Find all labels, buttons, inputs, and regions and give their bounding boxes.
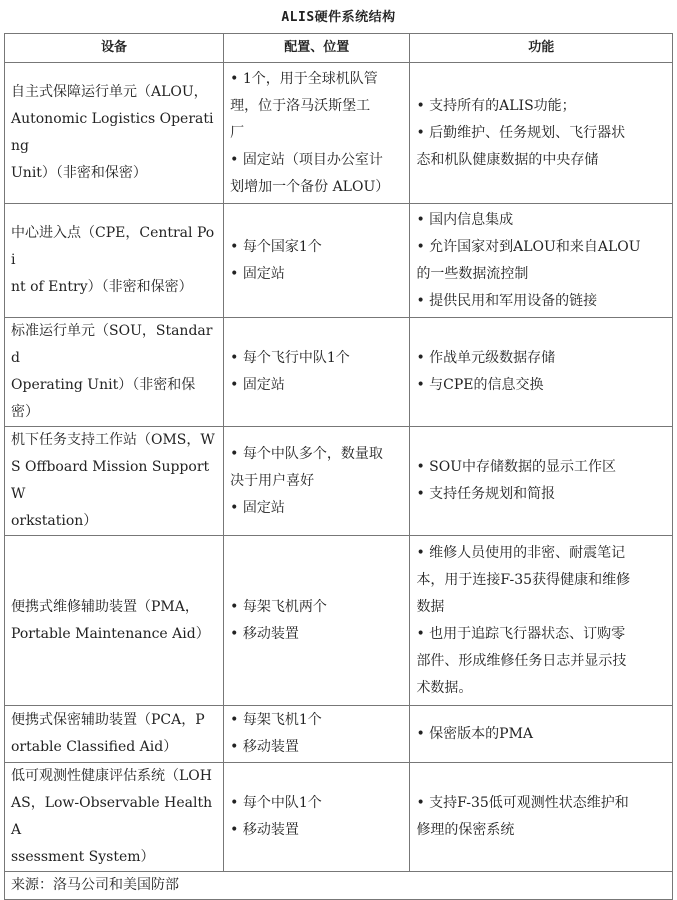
cell-line: • 每个中队1个	[230, 795, 322, 811]
cell-line: 便携式保密辅助装置（PCA，P	[11, 712, 205, 728]
cell-line: • 国内信息集成	[416, 211, 514, 228]
cell-line: • 提供民用和军用设备的链接	[416, 292, 598, 309]
cell-line: • 每个飞行中队1个	[230, 350, 350, 366]
header-function: 功能	[410, 34, 673, 63]
cell-line: • 支持所有的ALIS功能；	[416, 97, 576, 114]
config-cell	[224, 763, 410, 872]
device-cell	[5, 427, 224, 536]
cell-line: 决于用户喜好	[230, 472, 315, 489]
device-cell	[5, 318, 224, 427]
cell-line: 划增加一个备份 ALOU）	[230, 178, 390, 195]
device-cell	[5, 763, 224, 872]
function-cell	[410, 427, 673, 536]
cell-line: • SOU中存储数据的显示工作区	[416, 459, 617, 475]
device-cell	[5, 63, 224, 204]
cell-line: 密）	[11, 404, 39, 420]
cell-line: • 每架飞机1个	[230, 712, 322, 728]
cell-line: 本，用于连接F-35获得健康和维修	[416, 571, 631, 588]
source-row	[5, 872, 673, 900]
table-row	[5, 204, 673, 318]
cell-line: • 支持F-35低可观测性状态维护和	[416, 795, 629, 811]
cell-line: 理，位于洛马沃斯堡工	[230, 97, 371, 114]
cell-line: 中心进入点（CPE，Central Poi	[11, 225, 215, 268]
device-cell	[5, 536, 224, 706]
cell-line: • 维修人员使用的非密、耐震笔记	[416, 544, 626, 561]
cell-line: • 后勤维护、任务规划、飞行器状	[416, 124, 626, 141]
cell-line: ortable Classified Aid）	[11, 739, 178, 755]
cell-line: S Offboard Mission Support W	[11, 459, 210, 502]
config-cell	[224, 63, 410, 204]
cell-line: Operating Unit）（非密和保	[11, 377, 196, 393]
cell-line: AS，Low-Observable Health A	[11, 795, 213, 838]
config-cell	[224, 318, 410, 427]
table-row	[5, 63, 673, 204]
cell-line: 术数据。	[416, 679, 473, 696]
cell-line: 低可观测性健康评估系统（LOH	[11, 768, 212, 784]
cell-line: • 作战单元级数据存储	[416, 350, 556, 366]
cell-line: • 与CPE的信息交换	[416, 377, 544, 393]
cell-line: 数据	[416, 598, 445, 615]
cell-line: 机下任务支持工作站（OMS，W	[11, 432, 215, 448]
header-config: 配置、位置	[224, 34, 410, 63]
header-device: 设备	[5, 34, 224, 63]
cell-line: • 固定站（项目办公室计	[230, 151, 383, 168]
table-row	[5, 427, 673, 536]
cell-line: • 移动装置	[230, 739, 299, 755]
cell-line: • 固定站	[230, 265, 285, 282]
cell-line: 厂	[230, 124, 245, 141]
table-row	[5, 536, 673, 706]
cell-line: • 也用于追踪飞行器状态、订购零	[416, 625, 626, 642]
cell-line: 修理的保密系统	[416, 822, 515, 838]
cell-line: • 1个，用于全球机队管	[230, 70, 378, 87]
config-cell	[224, 536, 410, 706]
cell-line: 标准运行单元（SOU，Standard	[11, 323, 213, 366]
cell-line: ssessment System）	[11, 849, 155, 865]
device-cell	[5, 706, 224, 763]
function-cell	[410, 318, 673, 427]
function-cell	[410, 536, 673, 706]
config-cell	[224, 427, 410, 536]
cell-line: Unit）（非密和保密）	[11, 165, 147, 181]
config-cell	[224, 706, 410, 763]
cell-line: • 每架飞机两个	[230, 598, 327, 615]
cell-line: Portable Maintenance Aid）	[11, 625, 210, 642]
cell-line: • 允许国家对到ALOU和来自ALOU	[416, 238, 641, 255]
cell-line: • 固定站	[230, 377, 285, 393]
cell-line: 态和机队健康数据的中央存储	[416, 151, 599, 168]
table-row	[5, 763, 673, 872]
table-row	[5, 706, 673, 763]
cell-line: • 固定站	[230, 499, 285, 516]
table-title: ALIS硬件系统结构	[281, 10, 396, 25]
function-cell	[410, 63, 673, 204]
cell-line: 部件、形成维修任务日志并显示技	[416, 652, 627, 669]
cell-line: • 移动装置	[230, 625, 299, 642]
function-cell	[410, 763, 673, 872]
cell-line: 的一些数据流控制	[416, 265, 529, 282]
cell-line: 便携式维修辅助装置（PMA，	[11, 598, 199, 615]
function-cell	[410, 204, 673, 318]
cell-line: 自主式保障运行单元（ALOU，	[11, 84, 208, 100]
source-note: 来源：洛马公司和美国防部	[5, 872, 673, 900]
cell-line: Autonomic Logistics Operating	[11, 111, 214, 154]
cell-line: • 每个中队多个，数量取	[230, 445, 383, 462]
hardware-table	[4, 33, 673, 900]
cell-line: nt of Entry）（非密和保密）	[11, 279, 193, 295]
config-cell	[224, 204, 410, 318]
table-row	[5, 318, 673, 427]
cell-line: • 支持任务规划和简报	[416, 486, 556, 502]
device-cell	[5, 204, 224, 318]
cell-line: • 每个国家1个	[230, 238, 322, 255]
cell-line: orkstation）	[11, 513, 98, 529]
cell-line: • 移动装置	[230, 822, 299, 838]
cell-line: • 保密版本的PMA	[416, 725, 534, 742]
function-cell	[410, 706, 673, 763]
header-row	[5, 34, 673, 63]
